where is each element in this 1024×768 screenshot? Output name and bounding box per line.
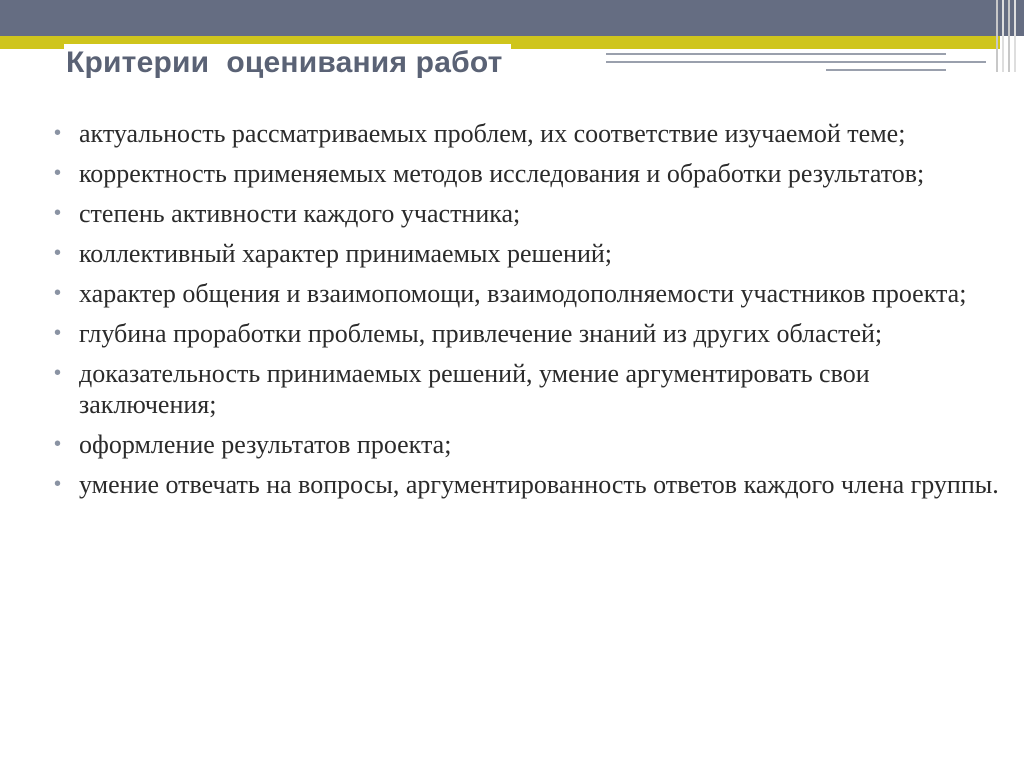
bullet-icon: • <box>54 282 62 304</box>
bullet-icon: • <box>54 362 62 384</box>
list-item-text: коллективный характер принимаемых решений; <box>79 239 613 268</box>
list-item-text: доказательность принимаемых решений, умение аргументировать свои заключения; <box>79 359 870 419</box>
list-item-text: умение отвечать на вопросы, аргументированность ответов каждого члена группы. <box>79 470 999 499</box>
list-item-text: степень активности каждого участника; <box>79 199 521 228</box>
decorative-stripes <box>994 0 1024 72</box>
bullet-icon: • <box>54 473 62 495</box>
list-item <box>50 158 1000 189</box>
slide-title: Критерии оценивания работ <box>64 44 511 82</box>
list-item-text: характер общения и взаимопомощи, взаимодополняемости участников проекта; <box>79 279 967 308</box>
bullet-icon: • <box>54 242 62 264</box>
list-item <box>50 469 1000 500</box>
decorative-line <box>606 61 986 63</box>
list-item <box>50 118 1000 149</box>
bullet-icon: • <box>54 122 62 144</box>
list-item <box>50 318 1000 349</box>
list-item-text: глубина проработки проблемы, привлечение знаний из других областей; <box>79 319 883 348</box>
decorative-line <box>826 69 946 71</box>
list-item-text: актуальность рассматриваемых проблем, их соответствие изучаемой теме; <box>79 119 906 148</box>
list-item <box>50 278 1000 309</box>
list-item <box>50 238 1000 269</box>
header-band <box>0 0 1024 36</box>
list-item <box>50 358 1000 420</box>
list-item <box>50 198 1000 229</box>
list-item-text: оформление результатов проекта; <box>79 430 452 459</box>
bullet-icon: • <box>54 433 62 455</box>
list-item-text: корректность применяемых методов исследования и обработки результатов; <box>79 159 925 188</box>
criteria-list <box>50 118 1000 509</box>
decorative-line <box>606 53 946 55</box>
bullet-icon: • <box>54 162 62 184</box>
bullet-icon: • <box>54 202 62 224</box>
list-item <box>50 429 1000 460</box>
bullet-icon: • <box>54 322 62 344</box>
